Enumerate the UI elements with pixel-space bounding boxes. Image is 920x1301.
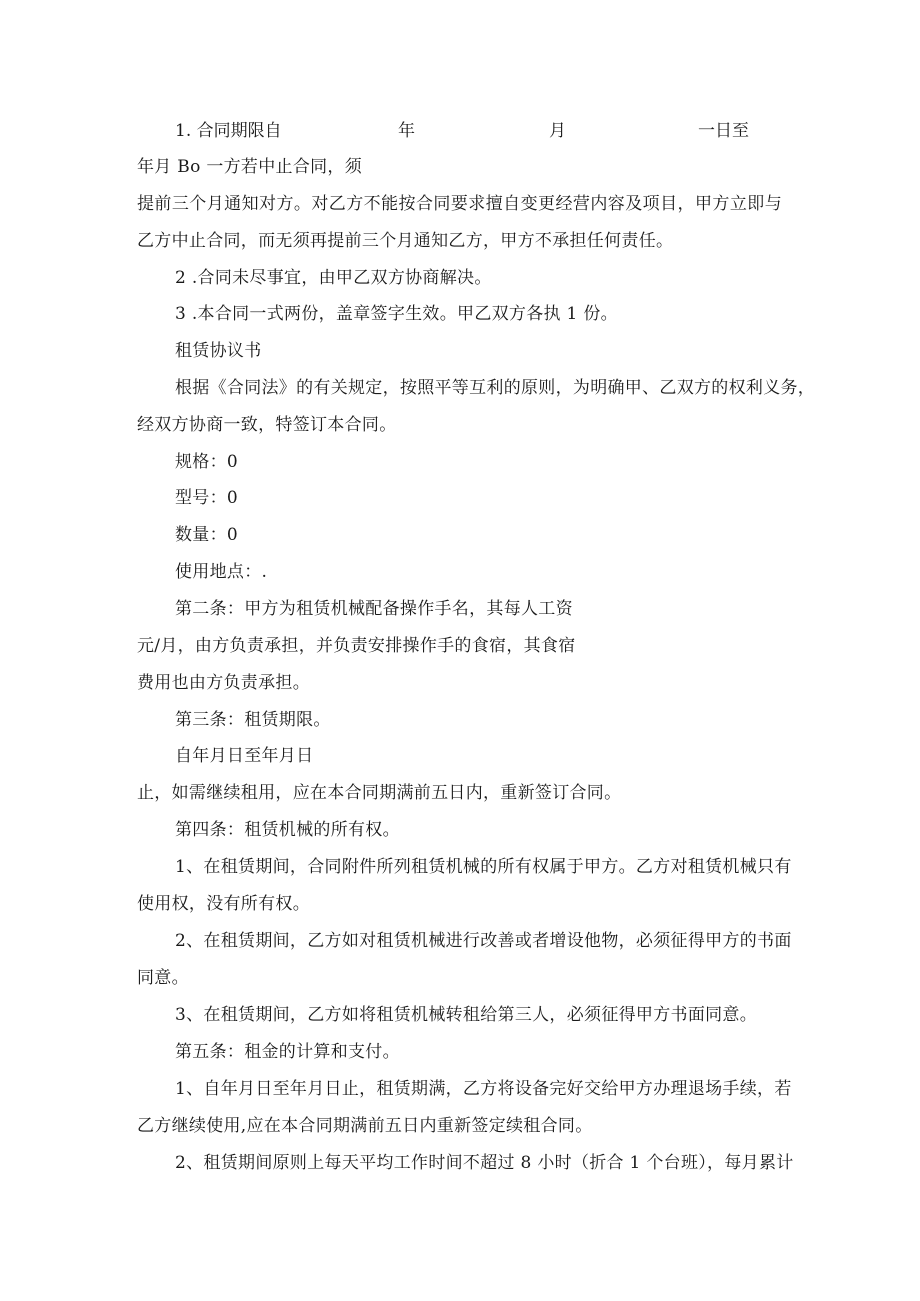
article-4-item-2-line-2: 同意。 xyxy=(137,968,189,988)
article-5-heading: 第五条：租金的计算和支付。 xyxy=(175,1042,400,1062)
quantity-field: 数量：0 xyxy=(175,525,239,545)
term-clause-line-3: 提前三个月通知对方。对乙方不能按合同要求擅自变更经营内容及项目，甲方立即与 xyxy=(137,194,782,214)
document-title: 租赁协议书 xyxy=(175,341,262,361)
intro-line-1: 根据《合同法》的有关规定，按照平等互利的原则，为明确甲、乙双方的权利义务， xyxy=(175,378,816,398)
intro-line-2: 经双方协商一致，特签订本合同。 xyxy=(137,415,397,435)
term-year-label: 年 xyxy=(398,121,415,141)
term-month-label: 月 xyxy=(549,121,566,141)
article-4-item-1-line-1: 1、在租赁期间，合同附件所列租赁机械的所有权属于甲方。乙方对租赁机械只有 xyxy=(175,857,792,877)
clause-3: 3 .本合同一式两份，盖章签字生效。甲乙双方各执 1 份。 xyxy=(175,304,618,324)
term-clause-line-2: 年月 Bo 一方若中止合同，须 xyxy=(137,157,363,177)
spec-field: 规格：0 xyxy=(175,452,239,472)
article-5-item-2-line-1: 2、租赁期间原则上每天平均工作时间不超过 8 小时（折合 1 个台班），每月累计 xyxy=(175,1153,794,1173)
model-field: 型号：0 xyxy=(175,488,239,508)
term-clause-prefix: 1. 合同期限自 xyxy=(175,121,282,141)
article-2-line-3: 费用也由方负责承担。 xyxy=(137,673,310,693)
article-4-item-1-line-2: 使用权，没有所有权。 xyxy=(137,894,310,914)
clause-2: 2 .合同未尽事宜，由甲乙双方协商解决。 xyxy=(175,268,492,288)
article-5-item-1-line-1: 1、自年月日至年月日止，租赁期满，乙方将设备完好交给甲方办理退场手续，若 xyxy=(175,1079,792,1099)
article-4-item-2-line-1: 2、在租赁期间，乙方如对租赁机械进行改善或者增设他物，必须征得甲方的书面 xyxy=(175,931,792,951)
article-2-line-2: 元/月，由方负责承担，并负责安排操作手的食宿，其食宿 xyxy=(137,636,576,656)
article-4-heading: 第四条：租赁机械的所有权。 xyxy=(175,820,400,840)
term-day-to-label: 一日至 xyxy=(698,121,749,141)
article-2-line-1: 第二条：甲方为租赁机械配备操作手名，其每人工资 xyxy=(175,599,573,619)
location-field: 使用地点：. xyxy=(175,562,268,582)
article-5-item-1-line-2: 乙方继续使用,应在本合同期满前五日内重新签定续租合同。 xyxy=(137,1116,593,1136)
article-3-continuation: 止，如需继续租用，应在本合同期满前五日内，重新签订合同。 xyxy=(137,783,622,803)
term-clause-line-4: 乙方中止合同，而无须再提前三个月通知乙方，甲方不承担任何责任。 xyxy=(137,231,674,251)
article-4-item-3: 3、在租赁期间，乙方如将租赁机械转租给第三人，必须征得甲方书面同意。 xyxy=(175,1005,758,1025)
article-3-period: 自年月日至年月日 xyxy=(175,746,314,766)
article-3-heading: 第三条：租赁期限。 xyxy=(175,710,331,730)
